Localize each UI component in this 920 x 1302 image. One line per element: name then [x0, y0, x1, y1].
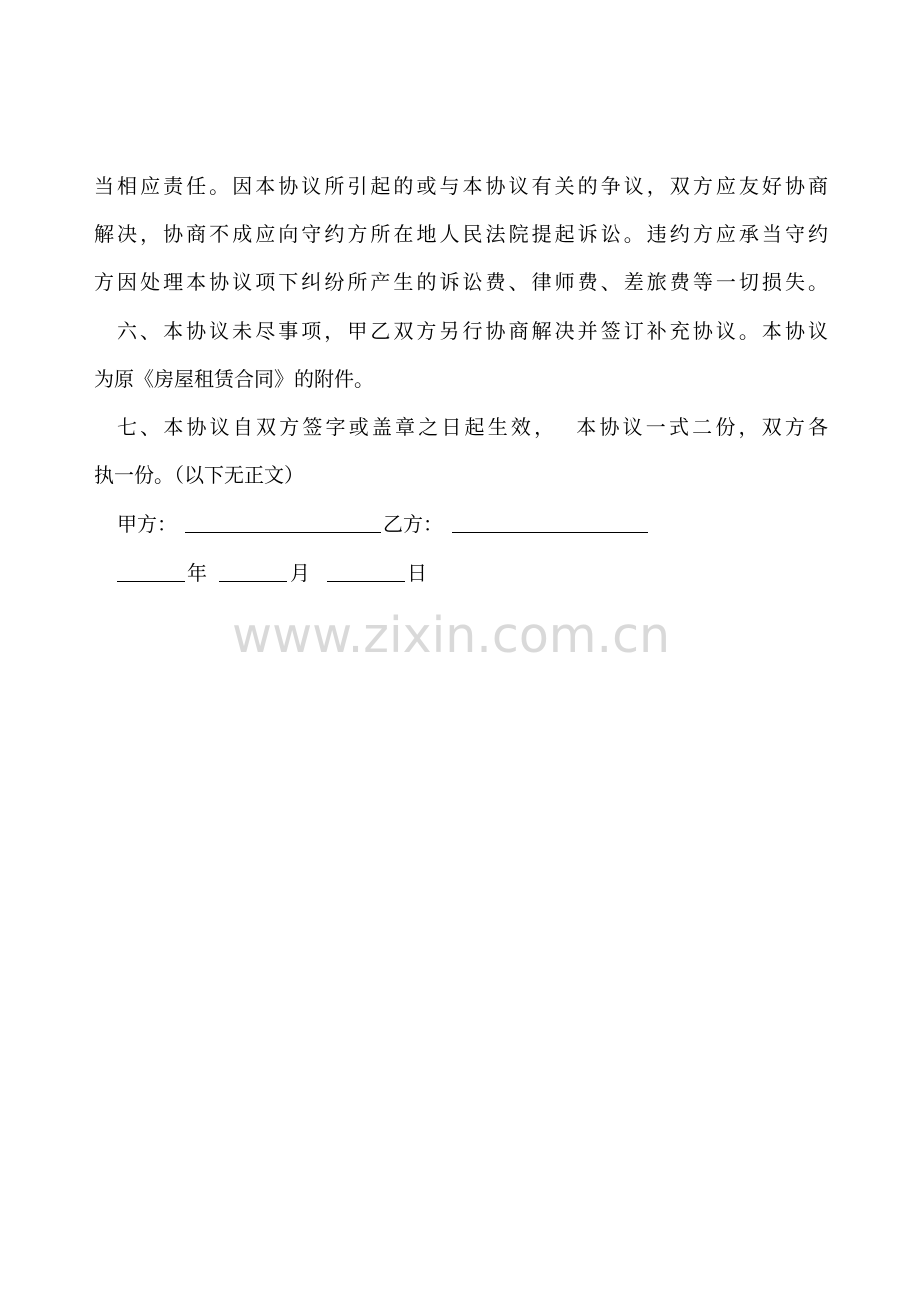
paragraph-line — [0, 214, 920, 254]
paragraph-line-text: 执一份。（以下无正文） — [94, 463, 304, 487]
paragraph-line-text: 方因处理本协议项下纠纷所产生的诉讼费、律师费、差旅费等一切损失。 — [94, 270, 828, 294]
day-blank — [327, 553, 405, 582]
paragraph-line-text: 七、本协议自双方签字或盖章之日起生效， 本协议一式二份，双方各 — [117, 415, 828, 439]
paragraph-line — [0, 262, 920, 302]
party-b-label: 乙方： — [383, 512, 443, 536]
month-blank — [219, 553, 287, 582]
paragraph-line-text: 解决，协商不成应向守约方所在地人民法院提起诉讼。违约方应承当守约 — [94, 222, 828, 246]
year-blank — [117, 553, 185, 582]
paragraph-line — [0, 407, 920, 447]
watermark: www.zixin.com.cn — [232, 607, 671, 664]
year-label: 年 — [187, 561, 207, 585]
party-a-signature-blank — [185, 504, 381, 533]
paragraph-line-text: 六、本协议未尽事项，甲乙双方另行协商解决并签订补充协议。本协议 — [117, 319, 828, 343]
date-line — [0, 553, 920, 593]
paragraph-line-text: 当相应责任。因本协议所引起的或与本协议有关的争议，双方应友好协商 — [94, 174, 828, 198]
paragraph-line — [0, 359, 920, 399]
paragraph-line — [0, 166, 920, 206]
paragraph-line — [0, 311, 920, 351]
paragraph-line-text: 为原《房屋租赁合同》的附件。 — [94, 367, 374, 391]
paragraph-line — [0, 455, 920, 495]
month-label: 月 — [290, 561, 310, 585]
party-b-signature-blank — [452, 504, 648, 533]
party-a-label: 甲方： — [117, 512, 177, 536]
day-label: 日 — [407, 561, 427, 585]
signature-line — [0, 504, 920, 544]
